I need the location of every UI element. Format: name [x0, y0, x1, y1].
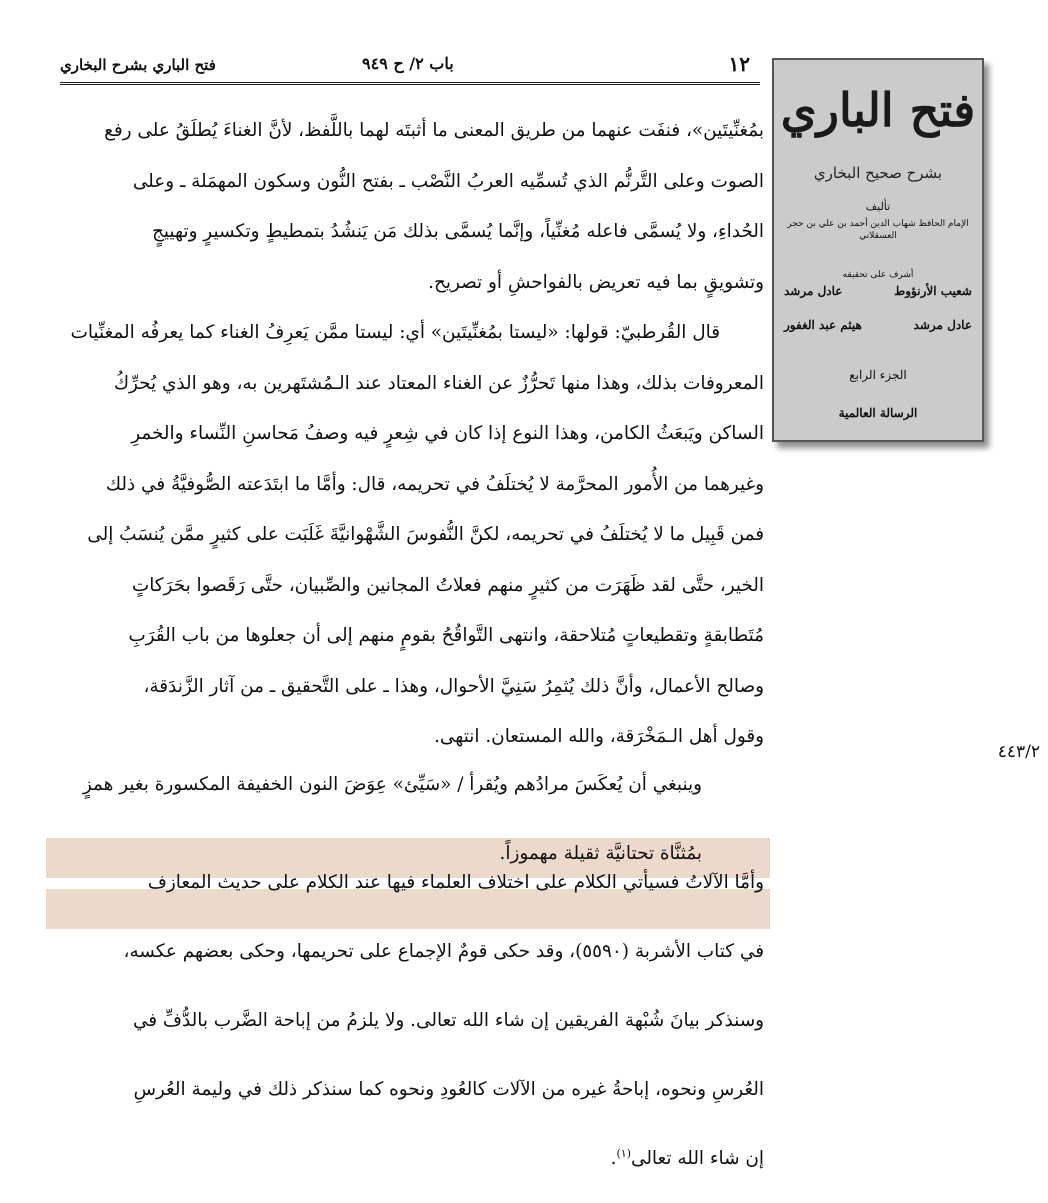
header-rule — [60, 82, 760, 85]
text-line-content: إن شاء الله تعالى — [631, 1147, 764, 1169]
text-line: فمن قَبِيل ما لا يُختلَفُ في تحريمه، لكنَّ النُّفوسَ الشَّهْوانيَّةَ غَلَبَت على كثيرٍ ممَّن يُنسَبُ إلى — [87, 524, 764, 545]
cover-editor: عادل مرشد — [784, 284, 843, 298]
page-number: ١٢ — [728, 52, 750, 76]
text-line: قال القُرطبيّ: قولها: «ليستا بمُغنِّيتَين» أي: ليستا ممَّن يَعرِفُ الغناء كما يعرفُه المغنِّيات — [70, 322, 720, 343]
text-line: بمُغنِّيتَين»، فنفَت عنهما من طريق المعنى ما أثبتَه لهما باللَّفظ، لأنَّ الغناءَ يُطلَقُ على رفع — [104, 120, 764, 141]
text-line: وقول أهل الـمَخْرَقة، والله المستعان. انتهى. — [434, 726, 764, 747]
chapter-reference: باب ٢/ ح ٩٤٩ — [362, 54, 454, 73]
cover-volume: الجزء الرابع — [849, 368, 907, 382]
cover-author: الإمام الحافظ شهاب الدين أحمد بن علي بن حجر العسقلاني — [787, 219, 969, 241]
text-line: المعروفات بذلك، وهذا منها تَحرُّزٌ عن الغناء المعتاد عند الـمُشتَهرين به، وهو الذي يُحرِّكُ — [113, 372, 764, 394]
cover-editor-label: أشرف على تحقيقه — [842, 270, 914, 280]
cover-publisher: الرسالة العالمية — [838, 406, 918, 420]
text-line: وتشويقٍ بما فيه تعريض بالفواحشِ أو تصريح. — [428, 271, 764, 293]
text-line: في كتاب الأشربة (٥٥٩٠)، وقد حكى قومٌ الإجماع على تحريمها، وحكى بعضهم عكسه، — [123, 941, 764, 963]
text-line: الحُداءِ، ولا يُسمَّى فاعله مُغنِّياً، وإنَّما يُسمَّى بذلك مَن يَنشُدُ بتمطيطٍ وتكسيرٍ وتهييجٍ — [152, 221, 764, 242]
text-line: وأمَّا الآلاتُ فسيأتي الكلام على اختلاف العلماء فيها عند الكلام على حديث المعازف — [147, 872, 764, 894]
text-line — [52, 1134, 764, 1185]
final-period: . — [610, 1147, 617, 1169]
editor-row — [784, 318, 972, 332]
text-line: الساكن ويَبعَثُ الكامن، وهذا النوع إذا كان في شِعرٍ فيه وصفُ مَحاسنِ النِّساء والخمرِ — [131, 423, 764, 444]
text-line: بمُثنَّاة تحتانيَّة ثقيلة مهموزاً. — [499, 843, 702, 865]
page-header — [60, 48, 760, 88]
cover-author-label: تأليف — [865, 200, 891, 213]
book-cover — [772, 58, 984, 442]
paragraph-number: ٤٤٣/٢ — [997, 742, 1040, 762]
text-line: وغيرهما من الأُمور المحرَّمة لا يُختلَفُ في تحريمه، قال: وأمَّا ما ابتَدَعته الصُّوفيَّةُ في ذلك — [105, 473, 764, 495]
footnote-ref[interactable]: (١) — [616, 1146, 631, 1160]
editor-row — [784, 284, 972, 298]
cover-title: فتح الباري — [780, 83, 976, 137]
main-text — [52, 106, 764, 763]
text-line: الخير، حتَّى لقد ظَهَرَت من كثيرٍ منهم فعلاتُ المجانين والصِّبيان، حتَّى رَقَصوا بحَرَكاتٍ — [131, 574, 764, 596]
cover-editor: عادل مرشد — [913, 318, 972, 332]
text-line: وينبغي أن يُعكَسَ مرادُهم ويُقرأ / «سَيِّئ» عِوَضَ النون الخفيفة المكسورة بغير همزٍ — [82, 774, 702, 796]
text-line: مُتَطابقةٍ وتقطيعاتٍ مُتلاحقة، وانتهى التَّواقُحُ بقومٍ منهم إلى أن جعلوها من باب القُرَبِ — [128, 625, 764, 646]
cover-editor: شعيب الأرنؤوط — [894, 284, 972, 298]
cover-subtitle: بشرح صحيح البخاري — [813, 164, 943, 182]
running-title: فتح الباري بشرح البخاري — [60, 56, 216, 74]
text-line: وصالح الأعمال، وأنَّ ذلك يُثمِرُ سَنِيَّ الأحوال، وهذا ـ على التَّحقيق ـ من آثار الزَّندَقة، — [143, 675, 764, 697]
cover-editor: هيثم عبد الغفور — [784, 318, 862, 332]
cover-editors — [784, 270, 972, 352]
text-line: الصوت وعلى التَّرنُّم الذي تُسمِّيه العربُ النَّصْب ـ بفتح النُّون وسكون المهمَلة ـ وعلى — [132, 170, 764, 192]
text-line: العُرسِ ونحوه، إباحةُ غيره من الآلات كالعُودِ ونحوه كما سنذكر ذلك في وليمة العُرسِ — [133, 1079, 764, 1101]
main-text-final — [52, 840, 764, 1203]
text-line: وسنذكر بيانَ شُبْهة الفريقين إن شاء الله تعالى. ولا يلزمُ من إباحة الضَّرب بالدُّفِّ في — [132, 1010, 764, 1032]
